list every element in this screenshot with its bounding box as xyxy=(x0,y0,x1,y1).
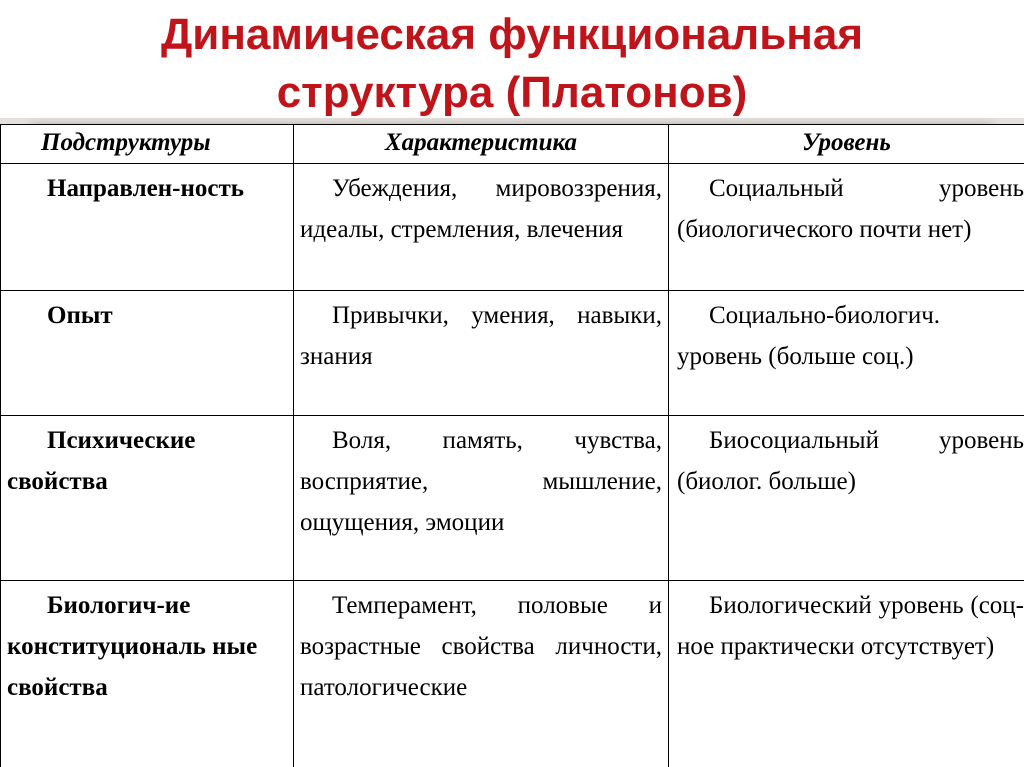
level-cell: Социально-биологич. уровень (больше соц.) xyxy=(669,291,1024,416)
level-cell: Биосоциальный уровень (биолог. больше) xyxy=(669,416,1024,581)
table-row xyxy=(1,164,1024,291)
substructure-name: Опыт xyxy=(1,291,294,416)
structure-table xyxy=(0,124,1024,767)
title-line-1: Динамическая функциональная xyxy=(160,10,864,59)
characteristic-cell: Убеждения, мировоззрения, идеалы, стремления, влечения xyxy=(294,164,669,291)
header-substructures: Подструктуры xyxy=(1,125,294,164)
level-cell: Биологический уровень (соц-ное практически отсутствует) xyxy=(669,581,1024,767)
substructure-name: Направлен-ность xyxy=(1,164,294,291)
title-line-2: структура (Платонов) xyxy=(276,68,748,117)
substructure-name: Психические свойства xyxy=(1,416,294,581)
table-row xyxy=(1,416,1024,581)
table-sheet xyxy=(0,124,1024,767)
header-characteristic: Характеристика xyxy=(294,125,669,164)
table-header-row xyxy=(1,125,1024,164)
header-level: Уровень xyxy=(669,125,1024,164)
table-row xyxy=(1,581,1024,767)
substructure-name: Биологич-ие конституциональ ные свойства xyxy=(1,581,294,767)
level-cell: Социальный уровень (биологического почти нет) xyxy=(669,164,1024,291)
characteristic-cell: Привычки, умения, навыки, знания xyxy=(294,291,669,416)
slide-title xyxy=(0,6,1024,122)
characteristic-cell: Воля, память, чувства, восприятие, мышление, ощущения, эмоции xyxy=(294,416,669,581)
characteristic-cell: Темперамент, половые и возрастные свойства личности, патологические xyxy=(294,581,669,767)
table-row xyxy=(1,291,1024,416)
